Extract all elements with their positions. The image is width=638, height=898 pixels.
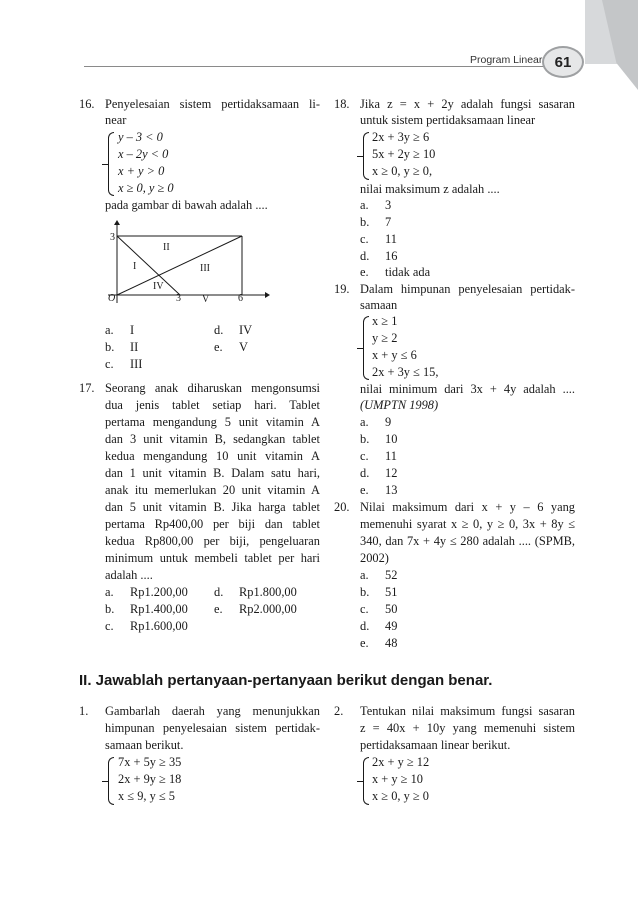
question-text-line: Gambarlah daerah yang menunjukkan (105, 704, 320, 718)
tick-label-y3: 3 (110, 232, 115, 243)
option-text: II (130, 340, 139, 354)
region-label-II: II (163, 242, 170, 253)
option-text: Rp1.200,00 (130, 585, 188, 599)
inequality: x ≥ 0, y ≥ 0 (118, 181, 174, 195)
question-text-line: untuk sistem pertidaksamaan linear (360, 113, 536, 127)
option-text: 13 (385, 483, 398, 497)
question-text-line: Nilai maksimum dari x + y – 6 yang (360, 500, 575, 514)
option-text: Rp1.400,00 (130, 602, 188, 616)
option-letter: b. (360, 585, 370, 599)
question-text-line: anak itu memerlukan 20 unit vitamin A (105, 483, 320, 497)
option-text: IV (239, 323, 253, 337)
question-text-line: minimum untuk membeli tablet per hari (105, 551, 320, 565)
system-brace (108, 132, 114, 196)
option-text: Rp1.600,00 (130, 619, 188, 633)
x-axis-arrow (265, 292, 270, 298)
system-brace (108, 757, 114, 805)
question-text-line: himpunan penyelesaian sistem pertidak- (105, 721, 320, 735)
page-number: 61 (554, 53, 572, 71)
question-text-line: pada gambar di bawah adalah .... (105, 198, 268, 212)
inequality: 2x + 3y ≤ 15, (372, 365, 439, 379)
question-text-line: z = 40x + 10y yang memenuhi sistem (360, 721, 575, 735)
question-text-line: Tentukan nilai maksimum fungsi sasaran (360, 704, 575, 718)
option-text: 7 (385, 215, 392, 229)
question-text-line: 2002) (360, 551, 389, 565)
option-letter: e. (360, 636, 369, 650)
option-letter: b. (360, 215, 370, 229)
option-text: 52 (385, 568, 398, 582)
option-letter: e. (360, 265, 369, 279)
option-letter: e. (214, 340, 223, 354)
question-text-line: pertama Rp400,00 per biji dan tablet (105, 517, 320, 531)
header-rule (84, 66, 554, 67)
question-text-line: samaan berikut. (105, 738, 184, 752)
region-label-I: I (133, 261, 137, 272)
y-axis-arrow (114, 220, 120, 225)
option-letter: a. (360, 568, 369, 582)
question-text-line: adalah .... (105, 568, 153, 582)
option-letter: d. (360, 466, 370, 480)
inequality: x ≥ 0, y ≥ 0 (372, 789, 429, 803)
option-letter: d. (214, 585, 224, 599)
inequality: x ≥ 1 (372, 314, 398, 328)
option-text: Rp1.800,00 (239, 585, 297, 599)
option-text: 48 (385, 636, 398, 650)
section-heading: II. Jawablah pertanyaan-pertanyaan berikut dengan benar. (79, 672, 493, 689)
option-letter: b. (360, 432, 370, 446)
inequality: 5x + 2y ≥ 10 (372, 147, 436, 161)
inequality: x – 2y < 0 (118, 147, 169, 161)
question-text-line: kedua mengandung 10 unit vitamin A (105, 449, 320, 463)
page-number-badge (542, 46, 584, 78)
option-text: 11 (385, 232, 397, 246)
option-letter: e. (360, 483, 369, 497)
option-text: 16 (385, 249, 398, 263)
tick-label-x6: 6 (238, 293, 243, 304)
inequality: x ≤ 9, y ≤ 5 (118, 789, 175, 803)
option-letter: d. (214, 323, 224, 337)
inequality: 7x + 5y ≥ 35 (118, 755, 182, 769)
question-number: 18. (334, 97, 350, 111)
inequality: x + y ≤ 6 (372, 348, 417, 362)
option-letter: e. (214, 602, 223, 616)
question-number: 19. (334, 282, 350, 296)
option-letter: c. (360, 449, 369, 463)
option-text: 51 (385, 585, 398, 599)
option-letter: a. (105, 323, 114, 337)
question-text-line: Jika z = x + 2y adalah fungsi sasaran (360, 97, 575, 111)
question-text-line: Penyelesaian sistem pertidaksamaan li- (105, 97, 320, 111)
question-text-line: dan 3 unit vitamin B, sedangkan tablet (105, 432, 320, 446)
option-letter: d. (360, 249, 370, 263)
option-letter: a. (360, 415, 369, 429)
system-brace (363, 316, 369, 380)
page-header (0, 0, 638, 90)
option-text: V (239, 340, 248, 354)
option-letter: a. (360, 198, 369, 212)
question-number: 16. (79, 97, 95, 111)
inequality: y ≥ 2 (372, 331, 398, 345)
section-title: Program Linear (470, 54, 543, 66)
question-number: 20. (334, 500, 350, 514)
question-text-line: pertama mengandung 5 unit vitamin A (105, 415, 320, 429)
tick-label-x3: 3 (176, 293, 181, 304)
inequality: 2x + y ≥ 12 (372, 755, 430, 769)
option-letter: c. (105, 619, 114, 633)
inequality: x ≥ 0, y ≥ 0, (372, 164, 433, 178)
question-text-line: nilai minimum dari 3x + 4y adalah .... (360, 382, 575, 396)
region-graph (100, 220, 270, 310)
question-text-line: 340, dan 7x + 4y ≤ 280 adalah .... (SPMB, (360, 534, 575, 548)
option-text: 3 (385, 198, 392, 212)
inequality: 2x + 9y ≥ 18 (118, 772, 182, 786)
option-text: 50 (385, 602, 398, 616)
question-text-line: samaan (360, 298, 398, 312)
option-letter: c. (360, 232, 369, 246)
region-label-V: V (202, 294, 210, 305)
line-x-plus-y (117, 236, 180, 295)
option-text: 10 (385, 432, 398, 446)
option-text: 9 (385, 415, 392, 429)
region-label-IV: IV (153, 281, 164, 292)
option-text: Rp2.000,00 (239, 602, 297, 616)
system-brace (363, 757, 369, 805)
question-text-line: nilai maksimum z adalah .... (360, 182, 500, 196)
question-text-line: dua jenis tablet setiap hari. Tablet (105, 398, 320, 412)
option-letter: b. (105, 602, 115, 616)
option-text: 49 (385, 619, 398, 633)
question-number: 17. (79, 381, 95, 395)
question-text-line: near (105, 113, 127, 127)
question-text-line: kedua Rp800,00 per biji, pengeluaran (105, 534, 320, 548)
option-text: tidak ada (385, 265, 431, 279)
option-letter: c. (105, 357, 114, 371)
question-text-line: pertidaksamaan linear berikut. (360, 738, 511, 752)
question-text-line: Dalam himpunan penyelesaian pertidak- (360, 282, 575, 296)
question-number: 1. (79, 704, 89, 718)
option-text: 12 (385, 466, 398, 480)
origin-label: O (108, 293, 116, 304)
region-label-III: III (200, 263, 210, 274)
question-text-line: Seorang anak diharuskan mengonsumsi (105, 381, 320, 395)
question-text-line: dan 1 unit vitamin B. Dalam satu hari, (105, 466, 320, 480)
question-text-line: memenuhi syarat x ≥ 0, y ≥ 0, 3x + 8y ≤ (360, 517, 575, 531)
option-letter: b. (105, 340, 115, 354)
question-text-line: dan 5 unit vitamin B. Jika harga tablet (105, 500, 320, 514)
option-text: III (130, 357, 143, 371)
inequality: 2x + 3y ≥ 6 (372, 130, 430, 144)
inequality: x + y > 0 (118, 164, 165, 178)
option-letter: c. (360, 602, 369, 616)
inequality: x + y ≥ 10 (372, 772, 423, 786)
option-letter: a. (105, 585, 114, 599)
question-number: 2. (334, 704, 344, 718)
option-letter: d. (360, 619, 370, 633)
source-citation: (UMPTN 1998) (360, 398, 439, 412)
system-brace (363, 132, 369, 180)
inequality: y – 3 < 0 (118, 130, 163, 144)
option-text: 11 (385, 449, 397, 463)
option-text: I (130, 323, 135, 337)
